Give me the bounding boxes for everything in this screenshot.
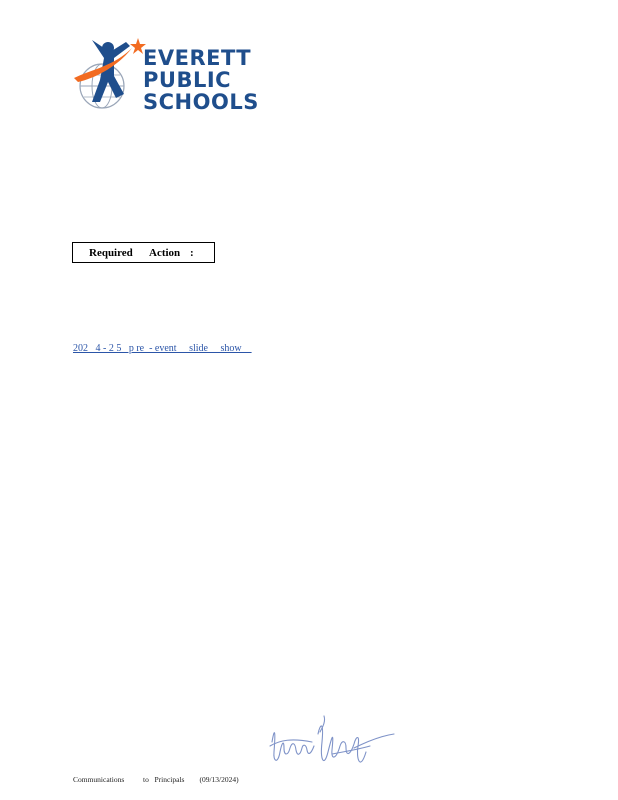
logo-wordmark [143,47,259,113]
logo-line-everett: EVERETT [143,46,252,70]
required-word: Required [89,247,133,259]
logo-line-public: PUBLIC [143,68,232,92]
required-action-box [72,242,215,263]
slide-show-link[interactable]: 202 4 - 2 5 p re - event slide show [73,343,252,354]
action-word: Action [149,247,181,259]
colon: : [190,247,194,259]
everett-public-schools-logo [70,36,260,112]
logo-figure-icon [70,36,146,112]
signature-icon [262,712,397,777]
footer-note: Communications to Principals (09/13/2024) [73,775,239,784]
logo-line-schools: SCHOOLS [143,90,259,114]
